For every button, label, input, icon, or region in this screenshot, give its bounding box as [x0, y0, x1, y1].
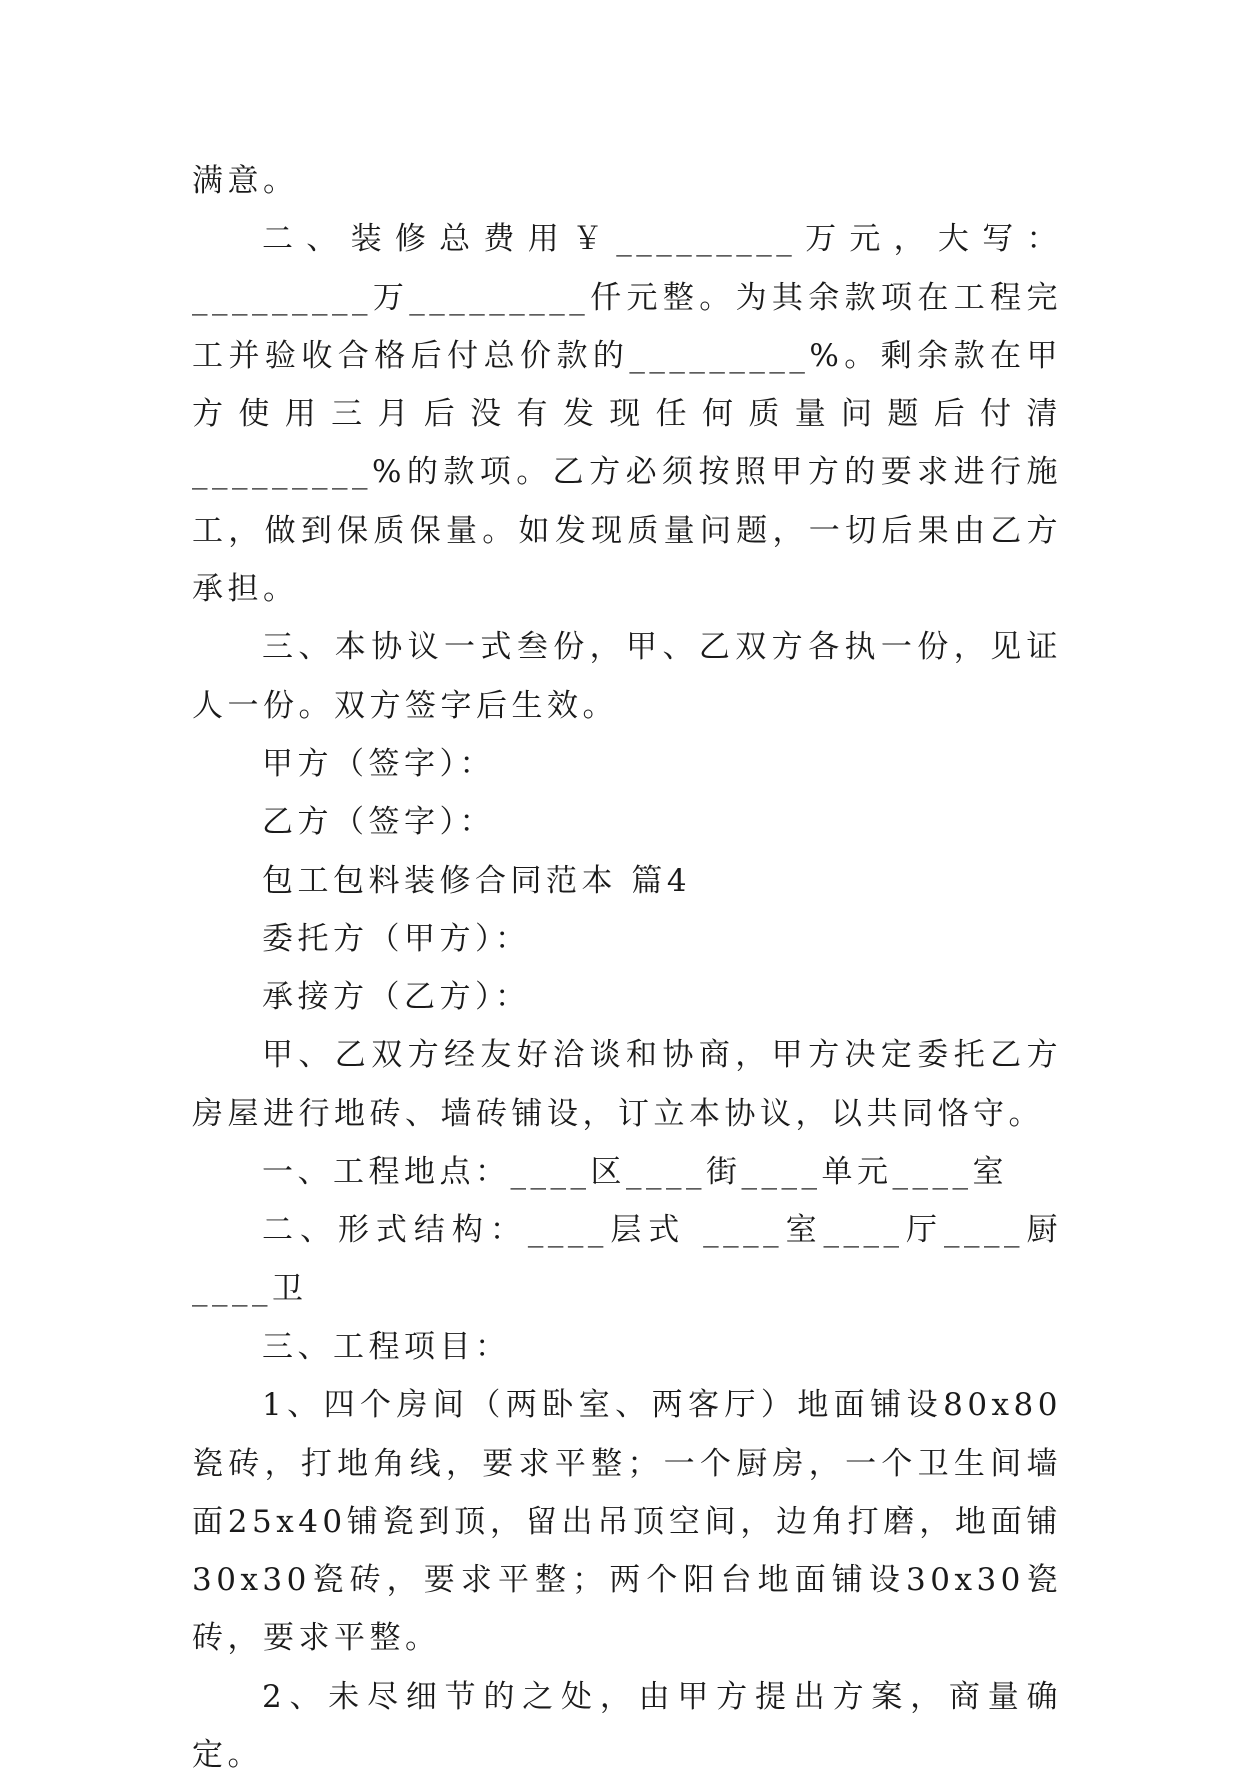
- contractor-party-b: 承接方（乙方）：: [262, 979, 531, 1016]
- party-a-signature: 甲方（签字）：: [262, 745, 495, 782]
- party-b-signature: 乙方（签字）：: [262, 804, 495, 841]
- structure-form: 二、形式结构：____层式 ____室____厅____厨____卫: [192, 1212, 1062, 1307]
- paragraph-agreement-intro: 甲、乙双方经友好洽谈和协商，甲方决定委托乙方房屋进行地砖、墙砖铺设，订立本协议，以共同恪守。: [192, 1037, 1062, 1132]
- section-heading: 包工包料装修合同范本 篇4: [262, 862, 692, 899]
- project-items-heading: 三、工程项目：: [262, 1328, 511, 1365]
- paragraph-satisfied: 满意。: [192, 163, 299, 199]
- paragraph-total-cost: 二、装修总费用￥_________万元，大写：_________万_________仟元整。为其余款项在工程完工并验收合格后付总价款的_________%。剩余款在甲方使用三月后没有发现任何质量问题后付清_________%的款项。乙方必须按照甲方的要求进行施工，做到保质保量。如发现质量问题，一切后果由乙方承担。: [192, 221, 1062, 608]
- document-body: [192, 152, 1062, 1784]
- client-party-a: 委托方（甲方）：: [262, 920, 531, 957]
- project-item-1: 1、四个房间（两卧室、两客厅）地面铺设80x80瓷砖，打地角线，要求平整；一个厨房，一个卫生间墙面25x40铺瓷到顶，留出吊顶空间，边角打磨，地面铺30x30瓷砖，要求平整；两个阳台地面铺设30x30瓷砖，要求平整。: [192, 1387, 1062, 1657]
- paragraph-copies: 三、本协议一式叁份，甲、乙双方各执一份，见证人一份。双方签字后生效。: [192, 629, 1062, 724]
- project-location: 一、工程地点：____区____街____单元____室: [262, 1154, 1008, 1191]
- project-item-2: 2、未尽细节的之处，由甲方提出方案，商量确定。: [192, 1678, 1062, 1774]
